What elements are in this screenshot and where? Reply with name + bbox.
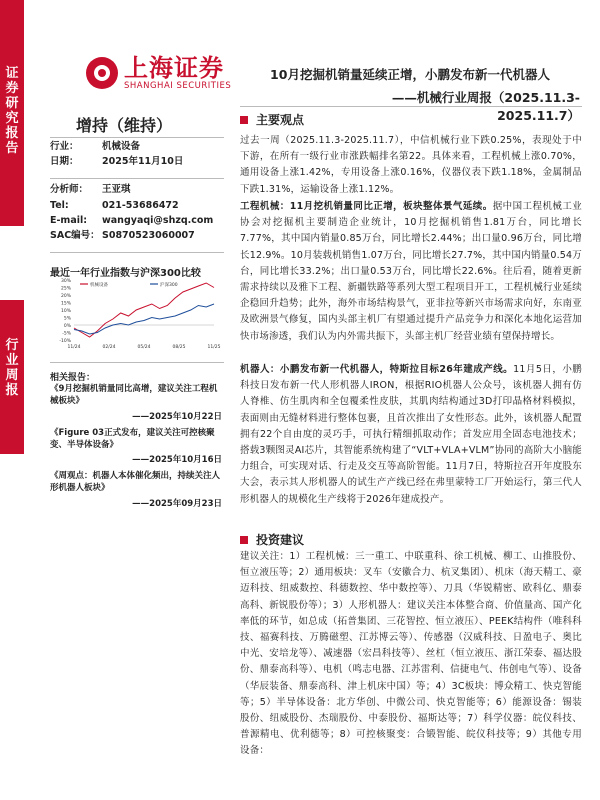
logo-name-cn: 上海证券 <box>124 54 224 82</box>
section-marker-icon <box>240 536 248 544</box>
email-row <box>50 215 213 227</box>
analyst-row <box>50 184 131 196</box>
related-report-1[interactable]: 《9月挖掘机销量同比高增，建议关注工程机械板块》 <box>50 384 218 406</box>
x-tick-label: 02/24 <box>102 345 116 350</box>
paragraph-investment-advice: 建议关注：1）工程机械：三一重工、中联重科、徐工机械、柳工、山推股份、恒立液压等；2）通用板块：叉车（安徽合力、杭叉集团）、机床（海天精工、豪迈科技、纽威数控、科德数控、华中数控等）、刀具（华锐精密、欧科亿、鼎泰高科、新锐股份等）；3）人形机器人：建议关注本体整合商、价值量高、国产化率低的环节，如总成（拓普集团、三花智控、恒立液压）、PEEK结构件（唯科科技、福赛科技、万腾磁塑、江苏博云等）、传感器（汉威科技、日盈电子、奥比中光、安培龙等）、减速器（宏昌科技等）、丝杠（恒立液压、浙江荣泰、福达股份、鼎泰高科等）、电机（鸣志电器、江苏雷利、信捷电气、伟创电气等）、设备（华辰装备、鼎泰高科、津上机床中国）等；4）3C板块：博众精工、快克智能等；5）半导体设备：北方华创、中微公司、快克智能等；6）能源设备：锡装股份、纽威股份、杰瑞股份、中泰股份、福斯达等；7）科学仪器：皖仪科技、普源精电、优利德等；8）可控核聚变：合锻智能、皖仪科技等；9）其他专用设备： <box>240 551 582 757</box>
date-label: 日期： <box>50 156 79 167</box>
legend-label: 机械设备 <box>90 283 108 288</box>
tel-value: 021-53686472 <box>102 200 179 211</box>
sac-row <box>50 230 195 242</box>
industry-row <box>50 141 140 153</box>
y-tick-label: 20% <box>60 294 71 299</box>
logo-name-en: SHANGHAI SECURITIES <box>124 81 232 91</box>
report-subtitle: ——机械行业周报（2025.11.3-2025.11.7） <box>391 90 580 123</box>
email-label: E-mail: <box>50 215 88 226</box>
paragraph-construction-lead: 工程机械：11月挖机销量同比正增，板块整体景气延续。 <box>240 201 493 212</box>
header-divider <box>240 106 582 107</box>
y-tick-label: 10% <box>60 309 71 314</box>
chart-top-divider <box>50 252 224 253</box>
sidebar-label-research-report: 证券研究报告 <box>5 66 19 156</box>
y-tick-label: 0% <box>63 324 71 329</box>
paragraph-market-summary: 过去一周（2025.11.3-2025.11.7），中信机械行业下跌0.25%，表现处于中下游，在所有一级行业市涨跌幅排名第22。具体来看，工程机械上涨0.70%，通用设备上涨1.42%，专用设备上涨0.16%，仪器仪表下跌1.18%，金属制品下跌1.31%，运输设备上涨1.12%。 <box>240 135 582 195</box>
paragraph-construction-machinery <box>240 199 582 345</box>
series-line-2 <box>74 304 214 334</box>
y-tick-label: -10% <box>59 339 71 344</box>
y-tick-label: 15% <box>60 301 71 307</box>
tel-row <box>50 200 179 212</box>
section-main-view-title: 主要观点 <box>256 113 305 127</box>
chart-title: 最近一年行业指数与沪深300比较 <box>50 268 201 279</box>
x-tick-label: 08/25 <box>172 345 186 350</box>
x-tick-label: 11/24 <box>67 345 81 350</box>
chart-bottom-divider <box>50 362 224 363</box>
y-tick-label: 25% <box>60 286 71 292</box>
company-logo <box>86 55 231 91</box>
sac-label: SAC编号： <box>50 230 100 241</box>
x-tick-label: 11/25 <box>207 345 221 350</box>
email-value[interactable]: wangyaqi@shzq.com <box>102 215 214 226</box>
meta-divider <box>50 178 224 179</box>
industry-label: 行业： <box>50 141 79 152</box>
related-reports-title: 相关报告： <box>50 373 96 383</box>
section-marker-icon <box>240 116 248 124</box>
tel-label: Tel: <box>50 200 69 211</box>
sac-value: S0870523060007 <box>102 230 195 241</box>
related-report-3[interactable]: 《周观点：机器人本体催化频出，持续关注人形机器人板块》 <box>50 471 221 493</box>
related-report-2-date: ——2025年10月16日 <box>132 455 222 465</box>
analyst-value: 王亚琪 <box>102 184 131 195</box>
y-tick-label: 30% <box>60 279 71 284</box>
paragraph-construction-body: 据中国工程机械工业协会对挖掘机主要制造企业统计，10月挖掘机销售1.81万台，同比增长7.77%，其中国内销量0.85万台，同比增长2.44%；出口量0.96万台，同比增长12.9%。10月装载机销售1.07万台，同比增长27.7%，其中国内销量0.54万台，同比增长33.2%；出口量0.53万台，同比增长22.6%。往后看，随着更新需求持续以及雅下工程、新疆铁路等系列大型工程项目开工，工程机械行业延续企稳回升趋势；此外，海外市场结构景气，亚非拉等新兴市场需求向好，东南亚及欧洲景气修复，国内头部主机厂有望通过提升产品竞争力和深化本地化运营加快市场渗透，我们认为内外需共振下，头部主机厂经营业绩有望保持增长。 <box>240 201 582 342</box>
logo-icon <box>86 57 118 89</box>
rating: 增持（维持） <box>76 116 173 135</box>
date-row <box>50 156 183 168</box>
analyst-label: 分析师： <box>50 184 89 195</box>
sidebar-label-weekly: 行业周报 <box>5 338 19 398</box>
related-report-2[interactable]: 《Figure 03正式发布，建议关注可控核聚变、半导体设备》 <box>50 428 215 450</box>
date-value: 2025年11月10日 <box>102 156 184 167</box>
series-line-1 <box>74 283 214 337</box>
y-tick-label: 5% <box>63 316 71 322</box>
y-tick-label: -5% <box>62 331 71 337</box>
industry-value: 机械设备 <box>102 141 141 152</box>
legend-label: 沪深300 <box>160 283 178 288</box>
section-main-view <box>240 111 304 128</box>
paragraph-robotics-lead: 机器人：小鹏发布新一代机器人，特斯拉目标26年建成产线。 <box>240 364 514 375</box>
related-report-1-date: ——2025年10月22日 <box>132 412 222 422</box>
section-advice-title: 投资建议 <box>256 533 305 547</box>
rating-divider <box>50 137 224 138</box>
index-comparison-chart <box>50 276 222 352</box>
report-title: 10月挖掘机销量延续正增，小鹏发布新一代机器人 <box>270 67 550 82</box>
paragraph-robotics <box>240 362 582 508</box>
paragraph-robotics-body: 11月5日，小鹏科技日发布新一代人形机器人IRON，根据RIO机器人公众号，该机器人拥有仿人脊椎、仿生肌肉和全包覆柔性皮肤，其肌肉结构通过3D打印晶格材料模拟，表面则由无缝材料进行整体包裹，且首次推出了女性形态。此外，该机器人配置拥有22个自由度的灵巧手，可执行精细抓取动作；首发应用全固态电池技术；搭载3颗图灵AI芯片，其智能系统构建了“VLT+VLA+VLM”协同的高阶大小脑能力组合，可实现对话、行走及交互等高阶智能。11月7日，特斯拉召开年度股东大会，表示其人形机器人的试生产产线已经在弗里蒙特工厂开始运行，第三代人形机器人的规模化生产线将于2026年建成投产。 <box>240 364 582 505</box>
x-tick-label: 05/24 <box>137 345 151 350</box>
related-report-3-date: ——2025年09月23日 <box>132 499 222 509</box>
section-investment-advice <box>240 531 304 548</box>
